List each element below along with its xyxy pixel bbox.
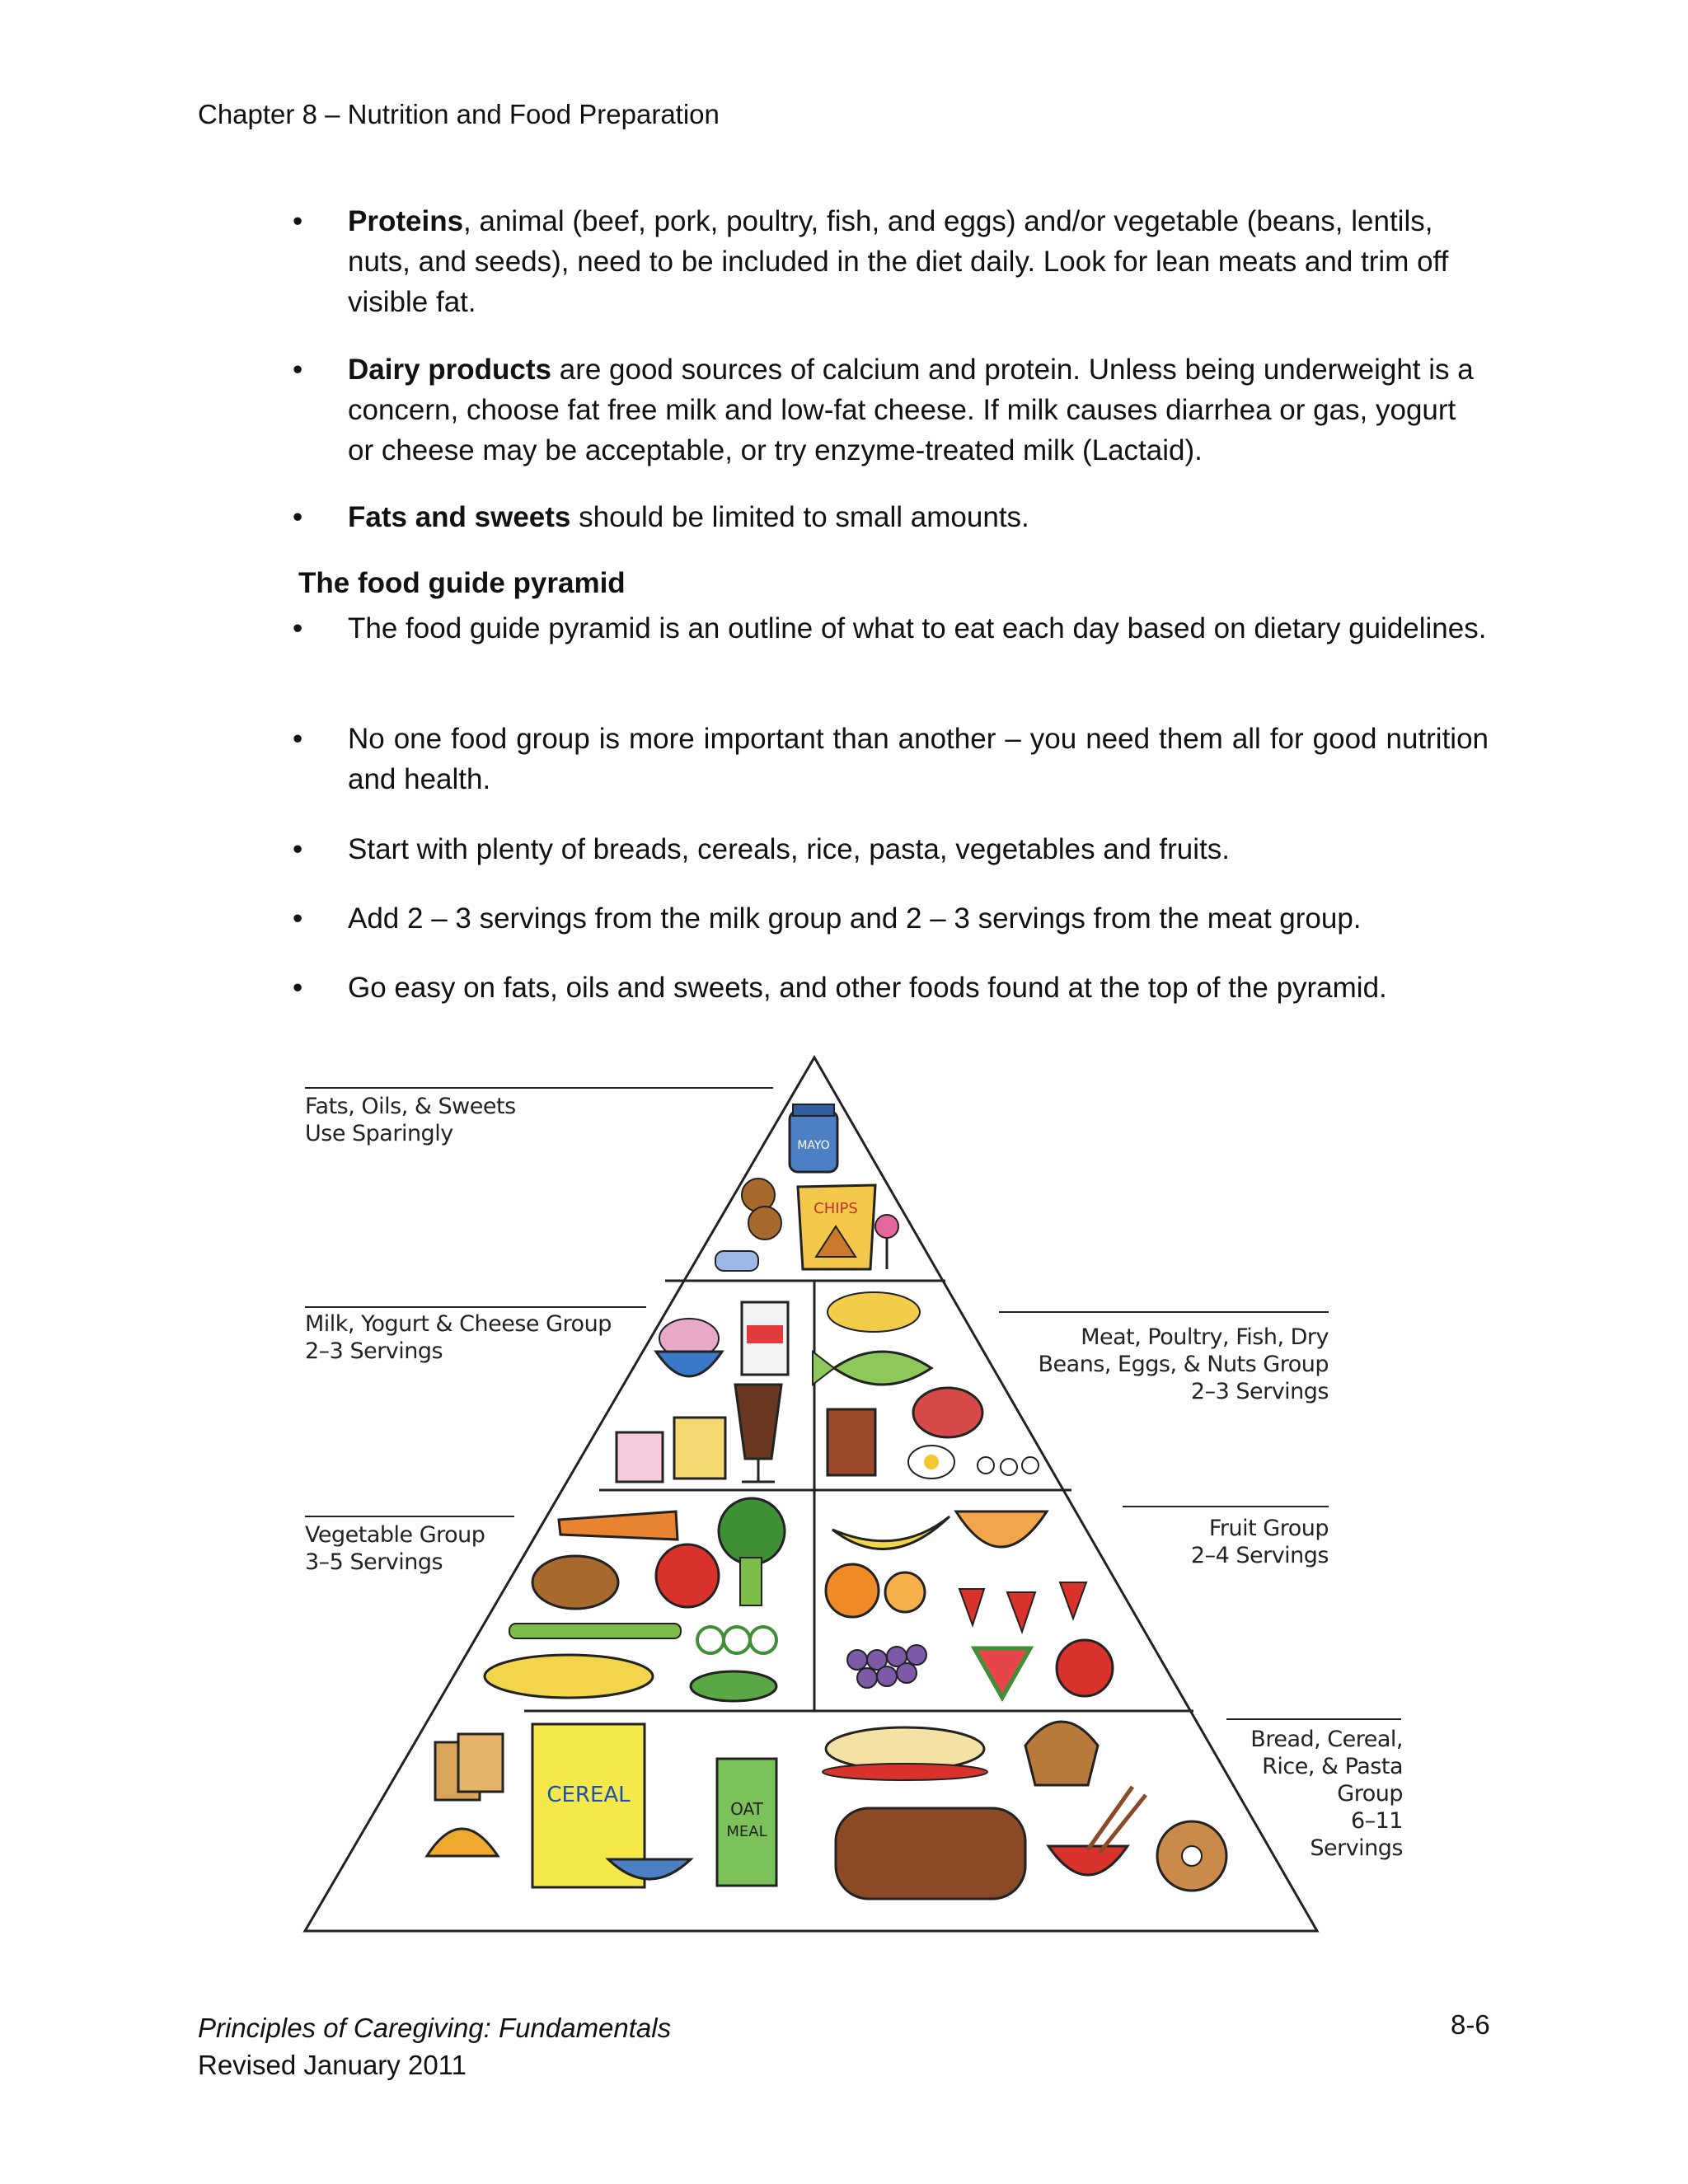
page-header: Chapter 8 – Nutrition and Food Preparation [198,99,720,129]
bullet-text: are good sources of calcium and protein. Unless being underweight is a concern, choose fat free milk and low-fat cheese. If milk causes diarrhea or gas, yogurt or cheese may be acceptable, or try enzyme-treated milk (Lactaid). [348,354,1474,466]
bullet-text: Add 2 – 3 servings from the milk group and 2 – 3 servings from the meat group. [348,902,1362,935]
yogurt-cup-icon [617,1432,663,1482]
page-footer [198,2009,671,2083]
bullet-text: The food guide pyramid is an outline of what to eat each day based on dietary guidelines. [348,612,1487,644]
rice-bowl-icon [1048,1846,1128,1875]
melon-icon [956,1511,1047,1547]
bullet-bold-term: Dairy products [348,354,551,386]
bullet-glyph: • [293,972,303,1004]
oatmeal-box-icon [717,1759,776,1886]
label-meat-group: Meat, Poultry, Fish, Dry Beans, Eggs, & Nuts Group 2–3 Servings [1038,1324,1329,1404]
label-fruit-group: Fruit Group 2–4 Servings [1190,1516,1329,1568]
peas-icon [691,1671,776,1701]
potato-icon [532,1556,618,1609]
watermelon-icon [974,1648,1030,1698]
steak-icon [913,1388,982,1437]
cereal-label: CEREAL [546,1783,631,1807]
banana-icon [832,1516,950,1549]
oatmeal-label-2: MEAL [726,1823,767,1840]
peanut-butter-jar-icon [828,1409,875,1475]
tomato-icon [656,1544,719,1607]
bread-group-foods [427,1722,1226,1899]
bullet-text: , animal (beef, pork, poultry, fish, and eggs) and/or vegetable (beans, lentils, nuts, and seeds), need to be included in the diet daily. Look for lean meats and trim off visible fat. [348,205,1449,318]
carrot-icon [559,1511,678,1540]
fats-sweets-foods [715,1104,898,1271]
vegetable-group-foods [485,1498,785,1701]
fruit-group-foods [826,1511,1113,1698]
bullet-bold-term: Fats and sweets [348,501,571,533]
bullet-text: Go easy on fats, oils and sweets, and other foods found at the top of the pyramid. [348,972,1387,1004]
footer-revised: Revised January 2011 [198,2050,467,2080]
cucumber-slices-icon [697,1627,724,1653]
taco-icon [427,1829,498,1856]
bullet-glyph: • [293,612,303,644]
apple-icon [1057,1640,1113,1696]
section-title: The food guide pyramid [298,567,626,599]
chicken-icon [828,1292,920,1332]
bullet-glyph: • [293,501,303,533]
bullet-bold-term: Proteins [348,205,464,237]
green-beans-icon [509,1624,681,1638]
strawberry-icon [959,1589,984,1625]
bread-loaf-icon [836,1808,1025,1899]
candy-icon [715,1251,758,1271]
milkshake-icon [735,1385,781,1459]
bullet-text: No one food group is more important than another – you need them all for good nutrition and health. [348,723,1489,795]
mayo-label: MAYO [797,1139,830,1152]
orange-icon [826,1564,879,1617]
bullet-glyph: • [293,205,303,237]
bullet-text: should be limited to small amounts. [570,501,1029,533]
label-bread-group: Bread, Cereal, Rice, & Pasta Group 6–11 Servings [1250,1727,1403,1861]
oatmeal-label-1: OAT [730,1799,763,1819]
bullet-text: Start with plenty of breads, cereals, rice, pasta, vegetables and fruits. [348,833,1230,865]
bullet-glyph: • [293,833,303,865]
cheese-icon [674,1418,725,1479]
label-fats-oils-sweets: Fats, Oils, & Sweets Use Sparingly [305,1094,516,1146]
nuts-icon [978,1457,994,1474]
footer-title: Principles of Caregiving: Fundamentals [198,2013,672,2043]
broccoli-icon [719,1498,785,1564]
bullet-glyph: • [293,902,303,935]
corn-icon [485,1655,653,1698]
label-vegetable-group: Vegetable Group 3–5 Servings [305,1522,485,1575]
bullet-glyph: • [293,723,303,755]
page-number: 8-6 [1451,2009,1490,2040]
grapes-icon [847,1650,867,1670]
bullet-glyph: • [293,354,303,386]
milk-group-foods [617,1302,788,1482]
label-milk-group: Milk, Yogurt & Cheese Group 2–3 Servings [305,1311,612,1364]
chips-label: CHIPS [814,1200,858,1217]
muffin-icon [1025,1722,1098,1785]
fish-icon [834,1352,931,1385]
lollipop-icon [875,1215,898,1238]
